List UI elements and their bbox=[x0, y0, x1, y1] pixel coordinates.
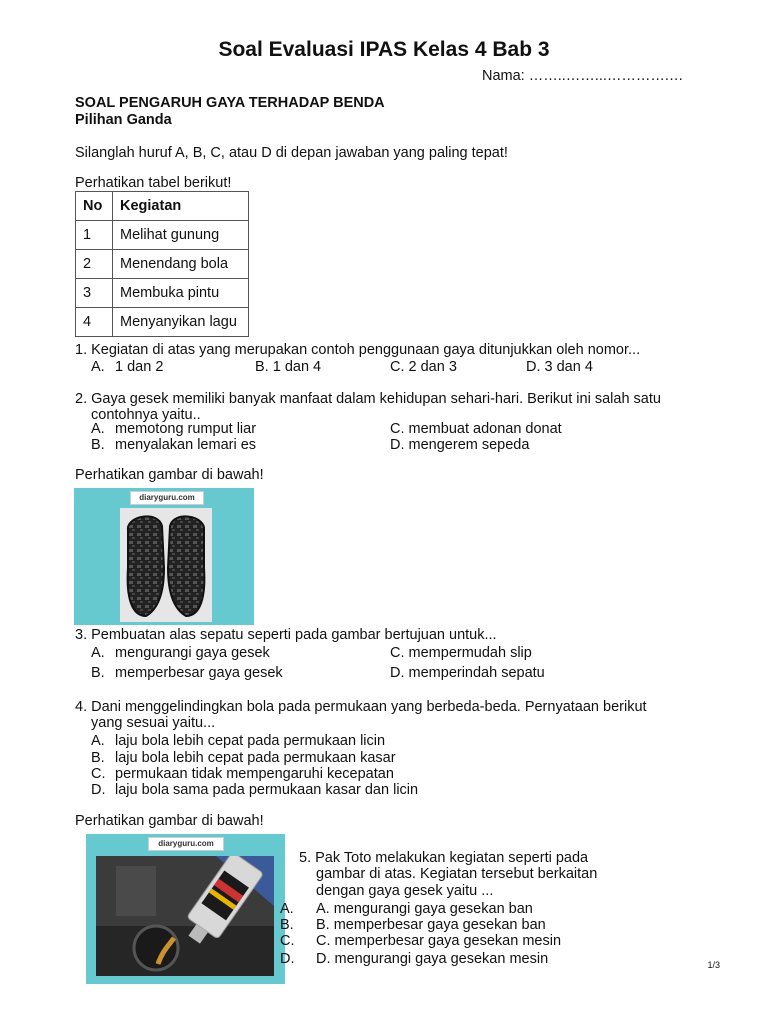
q2-option-b bbox=[91, 437, 256, 454]
question-2-text: 2. Gaya gesek memiliki banyak manfaat dalam kehidupan sehari-hari. Berikut ini salah satu bbox=[75, 391, 661, 407]
option-text: menyalakan lemari es bbox=[115, 437, 257, 453]
table-cell-kegiatan: Membuka pintu bbox=[113, 279, 249, 308]
table-cell-no: 1 bbox=[76, 221, 113, 250]
photo-frame bbox=[120, 508, 212, 622]
image-intro-1: Perhatikan gambar di bawah! bbox=[75, 467, 264, 483]
instruction-text: Silanglah huruf A, B, C, atau D di depan jawaban yang paling tepat! bbox=[75, 145, 508, 161]
image-intro-2: Perhatikan gambar di bawah! bbox=[75, 813, 264, 829]
shoe-sole-icon bbox=[120, 508, 212, 622]
name-field: Nama: ……..……...………….… bbox=[482, 68, 684, 84]
option-letter: A. bbox=[91, 645, 105, 661]
watermark: diaryguru.com bbox=[130, 491, 204, 505]
question-1-text: 1. Kegiatan di atas yang merupakan contoh penggunaan gaya ditunjukkan oleh nomor... bbox=[75, 342, 641, 358]
q2-option-c: C. membuat adonan donat bbox=[390, 421, 562, 437]
q3-option-b bbox=[91, 665, 283, 682]
option-letter: B. bbox=[91, 437, 105, 453]
option-text: C. memperbesar gaya gesekan mesin bbox=[316, 933, 562, 949]
q5-option-b bbox=[280, 917, 546, 934]
question-5-text: 5. Pak Toto melakukan kegiatan seperti pada bbox=[299, 850, 589, 866]
section-subheading: Pilihan Ganda bbox=[75, 112, 172, 128]
question-4-text-cont: yang sesuai yaitu... bbox=[91, 715, 216, 731]
q5-option-c bbox=[280, 933, 561, 950]
oil-bottle-engine-icon bbox=[96, 856, 274, 976]
q4-option-c bbox=[91, 766, 394, 783]
q1-option-d: D. 3 dan 4 bbox=[526, 359, 593, 375]
option-letter: B. bbox=[91, 750, 105, 766]
q5-option-a bbox=[280, 901, 533, 918]
option-text: laju bola lebih cepat pada permukaan kasar bbox=[115, 750, 396, 766]
table-row bbox=[76, 279, 249, 308]
page-number: 1/3 bbox=[707, 960, 720, 970]
table-cell-no: 3 bbox=[76, 279, 113, 308]
question-5-text-cont2: dengan gaya gesek yaitu ... bbox=[316, 883, 494, 899]
q5-option-d bbox=[280, 951, 548, 968]
table-header-row bbox=[76, 192, 249, 221]
q1-option-a bbox=[91, 359, 163, 376]
q1-option-c: C. 2 dan 3 bbox=[390, 359, 457, 375]
option-text: D. mengurangi gaya gesekan mesin bbox=[316, 951, 549, 967]
activity-table bbox=[75, 191, 249, 337]
watermark: diaryguru.com bbox=[148, 837, 224, 851]
option-text: mengurangi gaya gesek bbox=[115, 645, 270, 661]
option-text: memperbesar gaya gesek bbox=[115, 665, 283, 681]
table-row bbox=[76, 250, 249, 279]
table-cell-kegiatan: Menyanyikan lagu bbox=[113, 308, 249, 337]
q4-option-d bbox=[91, 782, 418, 799]
table-cell-kegiatan: Menendang bola bbox=[113, 250, 249, 279]
page-title: Soal Evaluasi IPAS Kelas 4 Bab 3 bbox=[218, 38, 550, 61]
q2-option-d: D. mengerem sepeda bbox=[390, 437, 530, 453]
table-header-kegiatan: Kegiatan bbox=[113, 192, 249, 221]
q3-option-c: C. mempermudah slip bbox=[390, 645, 532, 661]
option-letter: B. bbox=[280, 917, 294, 933]
question-4-text: 4. Dani menggelindingkan bola pada permukaan yang berbeda-beda. Pernyataan berikut bbox=[75, 699, 647, 715]
table-cell-no: 4 bbox=[76, 308, 113, 337]
table-row bbox=[76, 308, 249, 337]
option-letter: A. bbox=[91, 359, 105, 375]
option-letter: A. bbox=[91, 733, 105, 749]
option-text: laju bola sama pada permukaan kasar dan licin bbox=[115, 782, 419, 798]
table-header-no: No bbox=[76, 192, 113, 221]
option-letter: C. bbox=[91, 766, 106, 782]
question-5-text-cont1: gambar di atas. Kegiatan tersebut berkaitan bbox=[316, 866, 598, 882]
option-text: A. mengurangi gaya gesekan ban bbox=[316, 901, 533, 917]
q4-option-b bbox=[91, 750, 396, 767]
option-text: B. memperbesar gaya gesekan ban bbox=[316, 917, 546, 933]
option-letter: C. bbox=[280, 933, 295, 949]
q3-option-a bbox=[91, 645, 270, 662]
option-text: permukaan tidak mempengaruhi kecepatan bbox=[115, 766, 394, 782]
question-2-text-cont: contohnya yaitu.. bbox=[91, 407, 201, 423]
table-intro: Perhatikan tabel berikut! bbox=[75, 175, 232, 191]
pouring-oil-image bbox=[86, 834, 285, 984]
option-letter: A. bbox=[91, 421, 105, 437]
table-cell-kegiatan: Melihat gunung bbox=[113, 221, 249, 250]
option-text: 1 dan 2 bbox=[115, 359, 164, 375]
option-letter: D. bbox=[91, 782, 106, 798]
question-3-text: 3. Pembuatan alas sepatu seperti pada gambar bertujuan untuk... bbox=[75, 627, 497, 643]
table-row bbox=[76, 221, 249, 250]
option-letter: B. bbox=[91, 665, 105, 681]
option-letter: A. bbox=[280, 901, 294, 917]
option-letter: D. bbox=[280, 951, 295, 967]
q2-option-a bbox=[91, 421, 256, 438]
section-heading: SOAL PENGARUH GAYA TERHADAP BENDA bbox=[75, 95, 385, 111]
q4-option-a bbox=[91, 733, 385, 750]
option-text: memotong rumput liar bbox=[115, 421, 257, 437]
q1-option-b: B. 1 dan 4 bbox=[255, 359, 322, 375]
q3-option-d: D. memperindah sepatu bbox=[390, 665, 545, 681]
option-text: laju bola lebih cepat pada permukaan licin bbox=[115, 733, 386, 749]
shoe-soles-image bbox=[74, 488, 254, 625]
table-cell-no: 2 bbox=[76, 250, 113, 279]
